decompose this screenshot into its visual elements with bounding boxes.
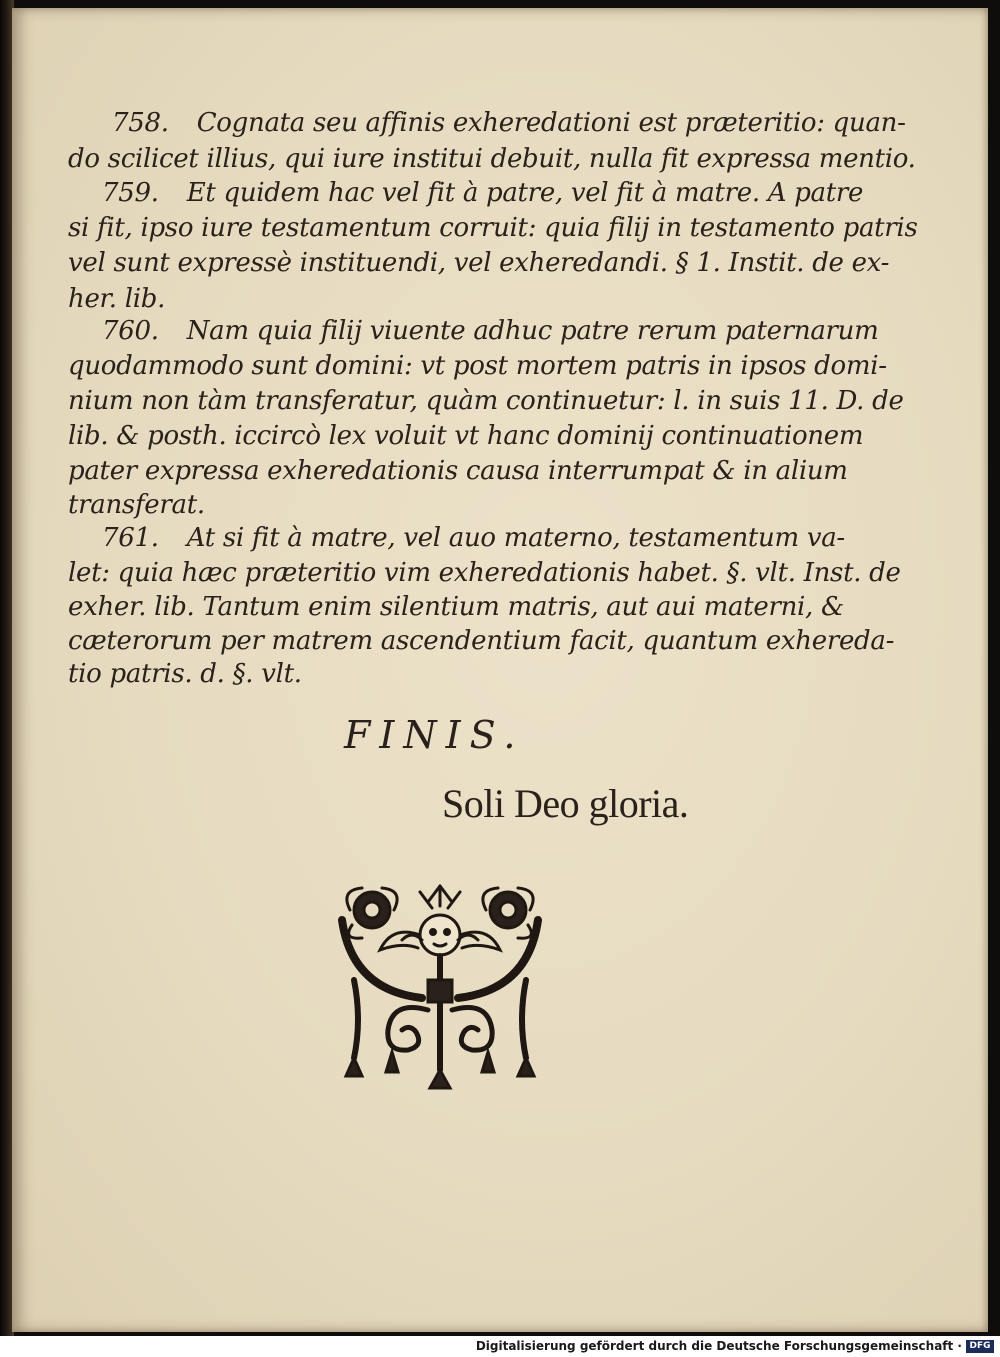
text-line [68,213,917,243]
text-line [68,592,844,622]
line-text: Et quidem hac vel fit à patre, vel fit à matre. A patre [186,178,864,208]
funding-credit: Digitalisierung gefördert durch die Deutsche Forschungsgemeinschaft · [475,1339,962,1353]
text-line [112,108,906,138]
line-text: transferat. [68,490,205,520]
dfg-logo-icon: DFG [966,1340,994,1353]
paragraph-number: 760. [102,316,159,346]
paragraph-number: 758. [112,108,169,138]
text-line [102,316,878,346]
woodcut-cherub-ornament-icon [332,880,548,1092]
line-text: pater expressa exheredationis causa interrumpat & in alium [68,456,848,486]
line-text: vel sunt expressè instituendi, vel exheredandi. § 1. Instit. de ex- [68,248,890,278]
text-line [102,178,863,208]
text-line [68,284,165,314]
line-text: si fit, ipso iure testamentum corruit: quia filij in testamento patris [68,213,918,243]
text-line [68,248,889,278]
finis-heading: FINIS. [344,713,525,757]
text-line [68,421,863,451]
line-text: Cognata seu affinis exheredationi est præteritio: quan- [196,108,906,138]
line-text: At si fit à matre, vel auo materno, testamentum va- [186,523,845,553]
text-line [68,659,302,689]
closing-line: Soli Deo gloria. [442,781,689,826]
text-line [68,490,205,520]
line-text: Nam quia filij viuente adhuc patre rerum paternarum [186,316,879,346]
line-text: lib. & posth. iccircò lex voluit vt hanc dominij continuationem [68,421,864,451]
book-page [12,8,988,1332]
text-line [102,523,845,553]
text-line [68,351,887,381]
line-text: tio patris. d. §. vlt. [68,659,302,689]
line-text: cæterorum per matrem ascendentium facit, quantum exhereda- [68,626,895,656]
paragraph-number: 761. [102,523,159,553]
line-text: her. lib. [68,284,166,314]
text-line [68,558,901,588]
text-line [68,456,848,486]
footer-bar [0,1336,1000,1357]
text-line [68,386,904,416]
line-text: quodammodo sunt domini: vt post mortem patris in ipsos domi- [68,351,887,381]
line-text: exher. lib. Tantum enim silentium matris, aut aui materni, & [68,592,844,622]
paragraph-number: 759. [102,178,159,208]
line-text: nium non tàm transferatur, quàm continuetur: l. in suis 11. D. de [68,386,904,416]
line-text: do scilicet illius, qui iure institui debuit, nulla fit expressa mentio. [68,144,916,174]
text-line [68,626,894,656]
line-text: let: quia hæc præteritio vim exheredationis habet. §. vlt. Inst. de [68,558,901,588]
text-line [68,144,916,174]
